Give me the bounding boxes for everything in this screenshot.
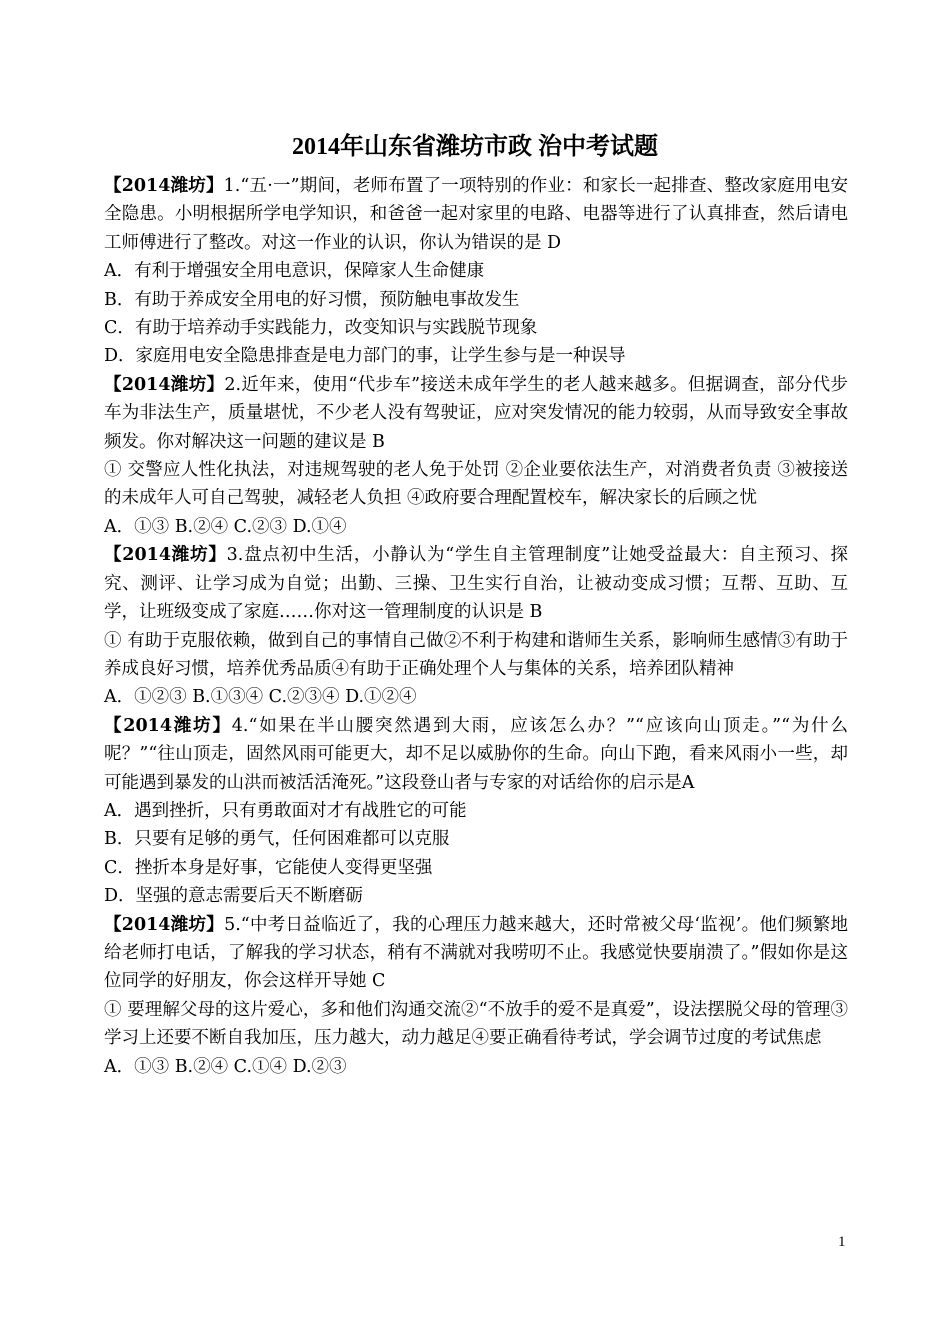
options: A．①③ B.②④ C.①④ D.②③ <box>104 1056 347 1077</box>
statements: ① 要理解父母的这片爱心，多和他们沟通交流②“不放手的爱不是真爱”，设法摆脱父母的管理③学习上还要不断自我加压，压力越大，动力越足④要正确看待考试，学会调节过度的考试焦虑 <box>104 999 848 1049</box>
source-tag: 【2014潍坊】 <box>104 176 224 196</box>
stem-text: 5.“中考日益临近了，我的心理压力越来越大，还时常被父母‘监视’。他们频繁地给老师打电话，了解我的学习状态，稍有不满就对我唠叨不止。我感觉快要崩溃了。”假如你是这位同学的好朋友，你会这样开导她 C <box>104 914 848 992</box>
option: C．挫折本身是好事，它能使人变得更坚强 <box>104 857 433 878</box>
question-list <box>104 172 848 1081</box>
question-stem <box>104 541 848 626</box>
options: A．①②③ B.①③④ C.②③④ D.①②④ <box>104 687 417 708</box>
option: B．只要有足够的勇气，任何困难都可以克服 <box>104 829 450 850</box>
page-number: 1 <box>838 1234 846 1250</box>
option: B．有助于养成安全用电的好习惯，预防触电事故发生 <box>104 289 520 310</box>
option: D．坚强的意志需要后天不断磨砺 <box>104 886 364 907</box>
question-5 <box>104 911 848 1081</box>
stem-text: 3.盘点初中生活，小静认为“学生自主管理制度”让她受益最大：自主预习、探究、测评、让学习成为自觉；出勤、三操、卫生实行自治，让被动变成习惯；互帮、互助、互学，让班级变成了家庭……你对这一管理制度的认识是 B <box>104 545 848 623</box>
question-stem <box>104 172 848 257</box>
question-2 <box>104 371 848 541</box>
option: D．家庭用电安全隐患排查是电力部门的事，让学生参与是一种误导 <box>104 346 626 367</box>
question-3 <box>104 541 848 711</box>
question-stem <box>104 712 848 797</box>
options: A．①③ B.②④ C.②③ D.①④ <box>104 516 347 537</box>
question-4 <box>104 712 848 911</box>
question-stem <box>104 911 848 996</box>
question-stem <box>104 371 848 456</box>
statements: ① 交警应人性化执法，对违规驾驶的老人免于处罚 ②企业要依法生产，对消费者负责 ③被接送的未成年人可自己驾驶，减轻老人负担 ④政府要合理配置校车，解决家长的后顾之忧 <box>104 460 848 509</box>
source-tag: 【2014潍坊】 <box>104 374 225 395</box>
stem-text: 1.“五·一”期间，老师布置了一项特别的作业：和家长一起排查、整改家庭用电安全隐患。小明根据所学电学知识，和爸爸一起对家里的电路、电器等进行了认真排查，然后请电工师傅进行了整改。对这一作业的认识，你认为错误的是 D <box>104 176 848 253</box>
source-tag: 【2014潍坊】 <box>104 715 232 736</box>
option: A．有利于增强安全用电意识，保障家人生命健康 <box>104 261 485 282</box>
question-1 <box>104 172 848 371</box>
stem-text: 2.近年来，使用“代步车”接送未成年学生的老人越来越多。但据调查，部分代步车为非法生产，质量堪忧，不少老人没有驾驶证，应对突发情况的能力较弱，从而导致安全事故频发。你对解决这一问题的建议是 B <box>104 374 848 452</box>
statements: ① 有助于克服依赖，做到自己的事情自己做②不利于构建和谐师生关系，影响师生感情③有助于养成良好习惯，培养优秀品质④有助于正确处理个人与集体的关系，培养团队精神 <box>104 630 848 679</box>
option: A．遇到挫折，只有勇敢面对才有战胜它的可能 <box>104 800 467 821</box>
source-tag: 【2014潍坊】 <box>104 914 225 935</box>
source-tag: 【2014潍坊】 <box>104 545 227 566</box>
option: C．有助于培养动手实践能力，改变知识与实践脱节现象 <box>104 318 538 339</box>
stem-text: 4.“如果在半山腰突然遇到大雨，应该怎么办？”“应该向山顶走。”“为什么呢？”“往山顶走，固然风雨可能更大，却不足以威胁你的生命。向山下跑，看来风雨小一些，却可能遇到暴发的山洪而被活活淹死。”这段登山者与专家的对话给你的启示是A <box>104 715 848 793</box>
document-title: 2014年山东省潍坊市政 治中考试题 <box>292 134 658 160</box>
